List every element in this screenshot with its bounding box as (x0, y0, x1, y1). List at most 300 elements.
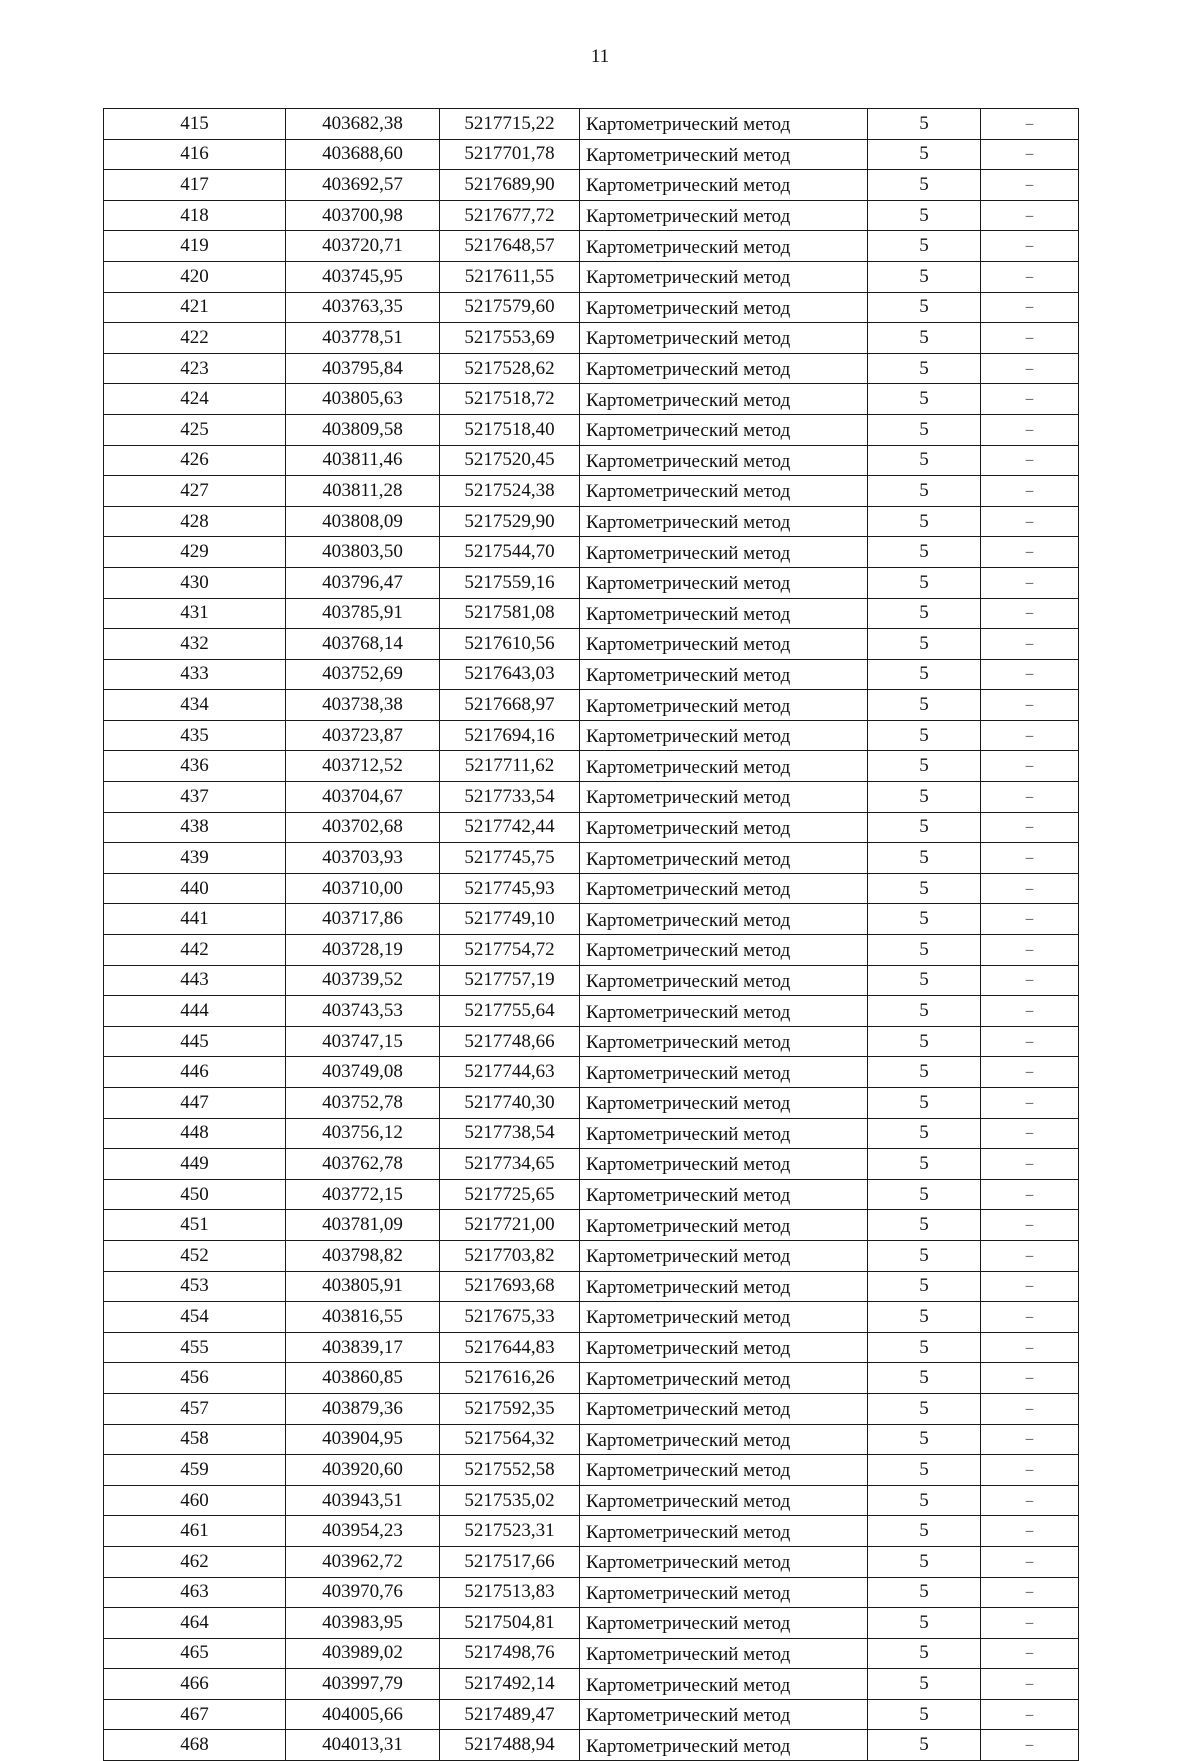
accuracy-cell: 5 (868, 1393, 981, 1424)
y-coordinate-cell: 5217529,90 (440, 506, 580, 537)
point-number-cell: 450 (104, 1179, 286, 1210)
method-cell: Картометрический метод (580, 292, 868, 323)
method-cell: Картометрический метод (580, 720, 868, 751)
x-coordinate-cell: 403997,79 (286, 1669, 440, 1700)
accuracy-cell: 5 (868, 1638, 981, 1669)
point-number-cell: 439 (104, 843, 286, 874)
method-cell: Картометрический метод (580, 506, 868, 537)
method-cell: Картометрический метод (580, 567, 868, 598)
point-number-cell: 424 (104, 384, 286, 415)
accuracy-cell: 5 (868, 843, 981, 874)
table-row (104, 537, 1079, 568)
table-row (104, 873, 1079, 904)
table-row (104, 1577, 1079, 1608)
method-cell: Картометрический метод (580, 1455, 868, 1486)
note-cell: – (981, 1546, 1079, 1577)
y-coordinate-cell: 5217677,72 (440, 200, 580, 231)
point-number-cell: 458 (104, 1424, 286, 1455)
accuracy-cell: 5 (868, 629, 981, 660)
y-coordinate-cell: 5217489,47 (440, 1699, 580, 1730)
method-cell: Картометрический метод (580, 261, 868, 292)
method-cell: Картометрический метод (580, 1118, 868, 1149)
point-number-cell: 444 (104, 996, 286, 1027)
method-cell: Картометрический метод (580, 1240, 868, 1271)
y-coordinate-cell: 5217553,69 (440, 323, 580, 354)
method-cell: Картометрический метод (580, 965, 868, 996)
y-coordinate-cell: 5217744,63 (440, 1057, 580, 1088)
note-cell: – (981, 1424, 1079, 1455)
table-row (104, 1240, 1079, 1271)
note-cell: – (981, 659, 1079, 690)
y-coordinate-cell: 5217559,16 (440, 567, 580, 598)
table-row (104, 1363, 1079, 1394)
point-number-cell: 448 (104, 1118, 286, 1149)
x-coordinate-cell: 403720,71 (286, 231, 440, 262)
x-coordinate-cell: 403772,15 (286, 1179, 440, 1210)
accuracy-cell: 5 (868, 1179, 981, 1210)
point-number-cell: 416 (104, 139, 286, 170)
point-number-cell: 422 (104, 323, 286, 354)
point-number-cell: 441 (104, 904, 286, 935)
x-coordinate-cell: 403752,69 (286, 659, 440, 690)
coordinates-table (103, 108, 1079, 1761)
note-cell: – (981, 476, 1079, 507)
x-coordinate-cell: 403717,86 (286, 904, 440, 935)
table-row (104, 690, 1079, 721)
accuracy-cell: 5 (868, 1577, 981, 1608)
note-cell: – (981, 1393, 1079, 1424)
table-row (104, 812, 1079, 843)
point-number-cell: 461 (104, 1516, 286, 1547)
x-coordinate-cell: 403743,53 (286, 996, 440, 1027)
y-coordinate-cell: 5217689,90 (440, 170, 580, 201)
note-cell: – (981, 1302, 1079, 1333)
y-coordinate-cell: 5217498,76 (440, 1638, 580, 1669)
table-row (104, 598, 1079, 629)
method-cell: Картометрический метод (580, 1424, 868, 1455)
method-cell: Картометрический метод (580, 384, 868, 415)
accuracy-cell: 5 (868, 1608, 981, 1639)
table-row (104, 170, 1079, 201)
note-cell: – (981, 261, 1079, 292)
point-number-cell: 468 (104, 1730, 286, 1761)
point-number-cell: 426 (104, 445, 286, 476)
point-number-cell: 437 (104, 782, 286, 813)
y-coordinate-cell: 5217643,03 (440, 659, 580, 690)
accuracy-cell: 5 (868, 873, 981, 904)
y-coordinate-cell: 5217693,68 (440, 1271, 580, 1302)
table-row (104, 996, 1079, 1027)
y-coordinate-cell: 5217504,81 (440, 1608, 580, 1639)
point-number-cell: 446 (104, 1057, 286, 1088)
note-cell: – (981, 109, 1079, 140)
method-cell: Картометрический метод (580, 1546, 868, 1577)
method-cell: Картометрический метод (580, 170, 868, 201)
x-coordinate-cell: 403747,15 (286, 1026, 440, 1057)
note-cell: – (981, 231, 1079, 262)
table-row (104, 782, 1079, 813)
method-cell: Картометрический метод (580, 996, 868, 1027)
table-row (104, 1608, 1079, 1639)
note-cell: – (981, 353, 1079, 384)
table-row (104, 1179, 1079, 1210)
x-coordinate-cell: 403809,58 (286, 414, 440, 445)
accuracy-cell: 5 (868, 751, 981, 782)
y-coordinate-cell: 5217754,72 (440, 935, 580, 966)
note-cell: – (981, 598, 1079, 629)
table-row (104, 323, 1079, 354)
point-number-cell: 449 (104, 1149, 286, 1180)
y-coordinate-cell: 5217518,72 (440, 384, 580, 415)
point-number-cell: 431 (104, 598, 286, 629)
y-coordinate-cell: 5217749,10 (440, 904, 580, 935)
point-number-cell: 436 (104, 751, 286, 782)
x-coordinate-cell: 403703,93 (286, 843, 440, 874)
accuracy-cell: 5 (868, 1485, 981, 1516)
accuracy-cell: 5 (868, 1026, 981, 1057)
point-number-cell: 433 (104, 659, 286, 690)
x-coordinate-cell: 403768,14 (286, 629, 440, 660)
note-cell: – (981, 1240, 1079, 1271)
method-cell: Картометрический метод (580, 414, 868, 445)
method-cell: Картометрический метод (580, 812, 868, 843)
table-row (104, 1393, 1079, 1424)
note-cell: – (981, 873, 1079, 904)
table-row (104, 1149, 1079, 1180)
point-number-cell: 445 (104, 1026, 286, 1057)
x-coordinate-cell: 403805,63 (286, 384, 440, 415)
note-cell: – (981, 323, 1079, 354)
point-number-cell: 466 (104, 1669, 286, 1700)
table-row (104, 629, 1079, 660)
point-number-cell: 459 (104, 1455, 286, 1486)
y-coordinate-cell: 5217592,35 (440, 1393, 580, 1424)
x-coordinate-cell: 403728,19 (286, 935, 440, 966)
table-row (104, 1730, 1079, 1761)
method-cell: Картометрический метод (580, 200, 868, 231)
x-coordinate-cell: 403879,36 (286, 1393, 440, 1424)
y-coordinate-cell: 5217755,64 (440, 996, 580, 1027)
method-cell: Картометрический метод (580, 1179, 868, 1210)
accuracy-cell: 5 (868, 965, 981, 996)
point-number-cell: 415 (104, 109, 286, 140)
point-number-cell: 465 (104, 1638, 286, 1669)
note-cell: – (981, 1485, 1079, 1516)
x-coordinate-cell: 403989,02 (286, 1638, 440, 1669)
table-row (104, 200, 1079, 231)
x-coordinate-cell: 403756,12 (286, 1118, 440, 1149)
accuracy-cell: 5 (868, 1699, 981, 1730)
note-cell: – (981, 629, 1079, 660)
table-row (104, 1302, 1079, 1333)
method-cell: Картометрический метод (580, 476, 868, 507)
accuracy-cell: 5 (868, 1149, 981, 1180)
note-cell: – (981, 935, 1079, 966)
accuracy-cell: 5 (868, 537, 981, 568)
method-cell: Картометрический метод (580, 1363, 868, 1394)
x-coordinate-cell: 403970,76 (286, 1577, 440, 1608)
y-coordinate-cell: 5217611,55 (440, 261, 580, 292)
table-row (104, 1669, 1079, 1700)
x-coordinate-cell: 403762,78 (286, 1149, 440, 1180)
table-row (104, 1546, 1079, 1577)
point-number-cell: 432 (104, 629, 286, 660)
y-coordinate-cell: 5217513,83 (440, 1577, 580, 1608)
accuracy-cell: 5 (868, 139, 981, 170)
table-row (104, 1210, 1079, 1241)
accuracy-cell: 5 (868, 445, 981, 476)
note-cell: – (981, 200, 1079, 231)
table-row (104, 1088, 1079, 1119)
note-cell: – (981, 567, 1079, 598)
accuracy-cell: 5 (868, 567, 981, 598)
point-number-cell: 428 (104, 506, 286, 537)
method-cell: Картометрический метод (580, 139, 868, 170)
x-coordinate-cell: 403811,28 (286, 476, 440, 507)
accuracy-cell: 5 (868, 1669, 981, 1700)
y-coordinate-cell: 5217711,62 (440, 751, 580, 782)
point-number-cell: 440 (104, 873, 286, 904)
x-coordinate-cell: 403781,09 (286, 1210, 440, 1241)
y-coordinate-cell: 5217523,31 (440, 1516, 580, 1547)
point-number-cell: 452 (104, 1240, 286, 1271)
method-cell: Картометрический метод (580, 1730, 868, 1761)
method-cell: Картометрический метод (580, 1271, 868, 1302)
accuracy-cell: 5 (868, 690, 981, 721)
table-row (104, 445, 1079, 476)
method-cell: Картометрический метод (580, 1088, 868, 1119)
method-cell: Картометрический метод (580, 751, 868, 782)
y-coordinate-cell: 5217703,82 (440, 1240, 580, 1271)
table-row (104, 353, 1079, 384)
accuracy-cell: 5 (868, 720, 981, 751)
point-number-cell: 451 (104, 1210, 286, 1241)
note-cell: – (981, 139, 1079, 170)
note-cell: – (981, 720, 1079, 751)
accuracy-cell: 5 (868, 1730, 981, 1761)
point-number-cell: 453 (104, 1271, 286, 1302)
note-cell: – (981, 384, 1079, 415)
x-coordinate-cell: 403710,00 (286, 873, 440, 904)
accuracy-cell: 5 (868, 996, 981, 1027)
method-cell: Картометрический метод (580, 1608, 868, 1639)
method-cell: Картометрический метод (580, 843, 868, 874)
note-cell: – (981, 292, 1079, 323)
accuracy-cell: 5 (868, 1424, 981, 1455)
x-coordinate-cell: 404005,66 (286, 1699, 440, 1730)
accuracy-cell: 5 (868, 1088, 981, 1119)
method-cell: Картометрический метод (580, 1057, 868, 1088)
x-coordinate-cell: 403962,72 (286, 1546, 440, 1577)
x-coordinate-cell: 403943,51 (286, 1485, 440, 1516)
y-coordinate-cell: 5217488,94 (440, 1730, 580, 1761)
x-coordinate-cell: 403778,51 (286, 323, 440, 354)
method-cell: Картометрический метод (580, 1210, 868, 1241)
point-number-cell: 454 (104, 1302, 286, 1333)
note-cell: – (981, 965, 1079, 996)
point-number-cell: 434 (104, 690, 286, 721)
note-cell: – (981, 904, 1079, 935)
table-row (104, 292, 1079, 323)
method-cell: Картометрический метод (580, 935, 868, 966)
x-coordinate-cell: 403763,35 (286, 292, 440, 323)
table-row (104, 935, 1079, 966)
table-row (104, 1485, 1079, 1516)
y-coordinate-cell: 5217675,33 (440, 1302, 580, 1333)
y-coordinate-cell: 5217528,62 (440, 353, 580, 384)
x-coordinate-cell: 403738,38 (286, 690, 440, 721)
x-coordinate-cell: 403860,85 (286, 1363, 440, 1394)
y-coordinate-cell: 5217581,08 (440, 598, 580, 629)
note-cell: – (981, 170, 1079, 201)
y-coordinate-cell: 5217518,40 (440, 414, 580, 445)
accuracy-cell: 5 (868, 1210, 981, 1241)
point-number-cell: 423 (104, 353, 286, 384)
page-number: 11 (590, 46, 610, 67)
note-cell: – (981, 506, 1079, 537)
table-row (104, 109, 1079, 140)
method-cell: Картометрический метод (580, 1393, 868, 1424)
method-cell: Картометрический метод (580, 1026, 868, 1057)
table-row (104, 1057, 1079, 1088)
note-cell: – (981, 1057, 1079, 1088)
note-cell: – (981, 782, 1079, 813)
accuracy-cell: 5 (868, 812, 981, 843)
method-cell: Картометрический метод (580, 1638, 868, 1669)
table-row (104, 965, 1079, 996)
note-cell: – (981, 1088, 1079, 1119)
x-coordinate-cell: 403803,50 (286, 537, 440, 568)
point-number-cell: 435 (104, 720, 286, 751)
table-row (104, 414, 1079, 445)
point-number-cell: 457 (104, 1393, 286, 1424)
table-row (104, 1332, 1079, 1363)
y-coordinate-cell: 5217740,30 (440, 1088, 580, 1119)
method-cell: Картометрический метод (580, 690, 868, 721)
note-cell: – (981, 1026, 1079, 1057)
point-number-cell: 420 (104, 261, 286, 292)
point-number-cell: 438 (104, 812, 286, 843)
x-coordinate-cell: 403920,60 (286, 1455, 440, 1486)
method-cell: Картометрический метод (580, 873, 868, 904)
note-cell: – (981, 1118, 1079, 1149)
x-coordinate-cell: 403688,60 (286, 139, 440, 170)
y-coordinate-cell: 5217616,26 (440, 1363, 580, 1394)
accuracy-cell: 5 (868, 904, 981, 935)
note-cell: – (981, 1699, 1079, 1730)
accuracy-cell: 5 (868, 1516, 981, 1547)
x-coordinate-cell: 403723,87 (286, 720, 440, 751)
accuracy-cell: 5 (868, 384, 981, 415)
accuracy-cell: 5 (868, 1057, 981, 1088)
table-row (104, 1516, 1079, 1547)
table-row (104, 659, 1079, 690)
y-coordinate-cell: 5217733,54 (440, 782, 580, 813)
method-cell: Картометрический метод (580, 1516, 868, 1547)
point-number-cell: 418 (104, 200, 286, 231)
note-cell: – (981, 1271, 1079, 1302)
x-coordinate-cell: 403749,08 (286, 1057, 440, 1088)
table-row (104, 384, 1079, 415)
accuracy-cell: 5 (868, 1271, 981, 1302)
y-coordinate-cell: 5217564,32 (440, 1424, 580, 1455)
point-number-cell: 419 (104, 231, 286, 262)
method-cell: Картометрический метод (580, 1699, 868, 1730)
x-coordinate-cell: 403700,98 (286, 200, 440, 231)
table-row (104, 1638, 1079, 1669)
y-coordinate-cell: 5217721,00 (440, 1210, 580, 1241)
note-cell: – (981, 1516, 1079, 1547)
y-coordinate-cell: 5217579,60 (440, 292, 580, 323)
y-coordinate-cell: 5217492,14 (440, 1669, 580, 1700)
note-cell: – (981, 1363, 1079, 1394)
note-cell: – (981, 690, 1079, 721)
y-coordinate-cell: 5217745,93 (440, 873, 580, 904)
x-coordinate-cell: 403954,23 (286, 1516, 440, 1547)
note-cell: – (981, 812, 1079, 843)
accuracy-cell: 5 (868, 1332, 981, 1363)
y-coordinate-cell: 5217520,45 (440, 445, 580, 476)
table-row (104, 1424, 1079, 1455)
point-number-cell: 455 (104, 1332, 286, 1363)
point-number-cell: 456 (104, 1363, 286, 1394)
note-cell: – (981, 1332, 1079, 1363)
accuracy-cell: 5 (868, 598, 981, 629)
y-coordinate-cell: 5217552,58 (440, 1455, 580, 1486)
x-coordinate-cell: 403739,52 (286, 965, 440, 996)
accuracy-cell: 5 (868, 231, 981, 262)
method-cell: Картометрический метод (580, 1149, 868, 1180)
point-number-cell: 460 (104, 1485, 286, 1516)
x-coordinate-cell: 403816,55 (286, 1302, 440, 1333)
y-coordinate-cell: 5217524,38 (440, 476, 580, 507)
method-cell: Картометрический метод (580, 353, 868, 384)
point-number-cell: 464 (104, 1608, 286, 1639)
method-cell: Картометрический метод (580, 1577, 868, 1608)
accuracy-cell: 5 (868, 1240, 981, 1271)
point-number-cell: 417 (104, 170, 286, 201)
x-coordinate-cell: 403808,09 (286, 506, 440, 537)
y-coordinate-cell: 5217715,22 (440, 109, 580, 140)
x-coordinate-cell: 403811,46 (286, 445, 440, 476)
note-cell: – (981, 1179, 1079, 1210)
x-coordinate-cell: 403702,68 (286, 812, 440, 843)
x-coordinate-cell: 403805,91 (286, 1271, 440, 1302)
table-row (104, 720, 1079, 751)
note-cell: – (981, 751, 1079, 782)
table-body (104, 109, 1079, 1761)
table-row (104, 567, 1079, 598)
x-coordinate-cell: 403983,95 (286, 1608, 440, 1639)
note-cell: – (981, 445, 1079, 476)
accuracy-cell: 5 (868, 353, 981, 384)
point-number-cell: 430 (104, 567, 286, 598)
y-coordinate-cell: 5217644,83 (440, 1332, 580, 1363)
x-coordinate-cell: 403745,95 (286, 261, 440, 292)
method-cell: Картометрический метод (580, 629, 868, 660)
method-cell: Картометрический метод (580, 231, 868, 262)
x-coordinate-cell: 403785,91 (286, 598, 440, 629)
table-row (104, 904, 1079, 935)
accuracy-cell: 5 (868, 1455, 981, 1486)
y-coordinate-cell: 5217648,57 (440, 231, 580, 262)
table-row (104, 476, 1079, 507)
table-row (104, 139, 1079, 170)
y-coordinate-cell: 5217701,78 (440, 139, 580, 170)
method-cell: Картометрический метод (580, 904, 868, 935)
y-coordinate-cell: 5217694,16 (440, 720, 580, 751)
accuracy-cell: 5 (868, 476, 981, 507)
